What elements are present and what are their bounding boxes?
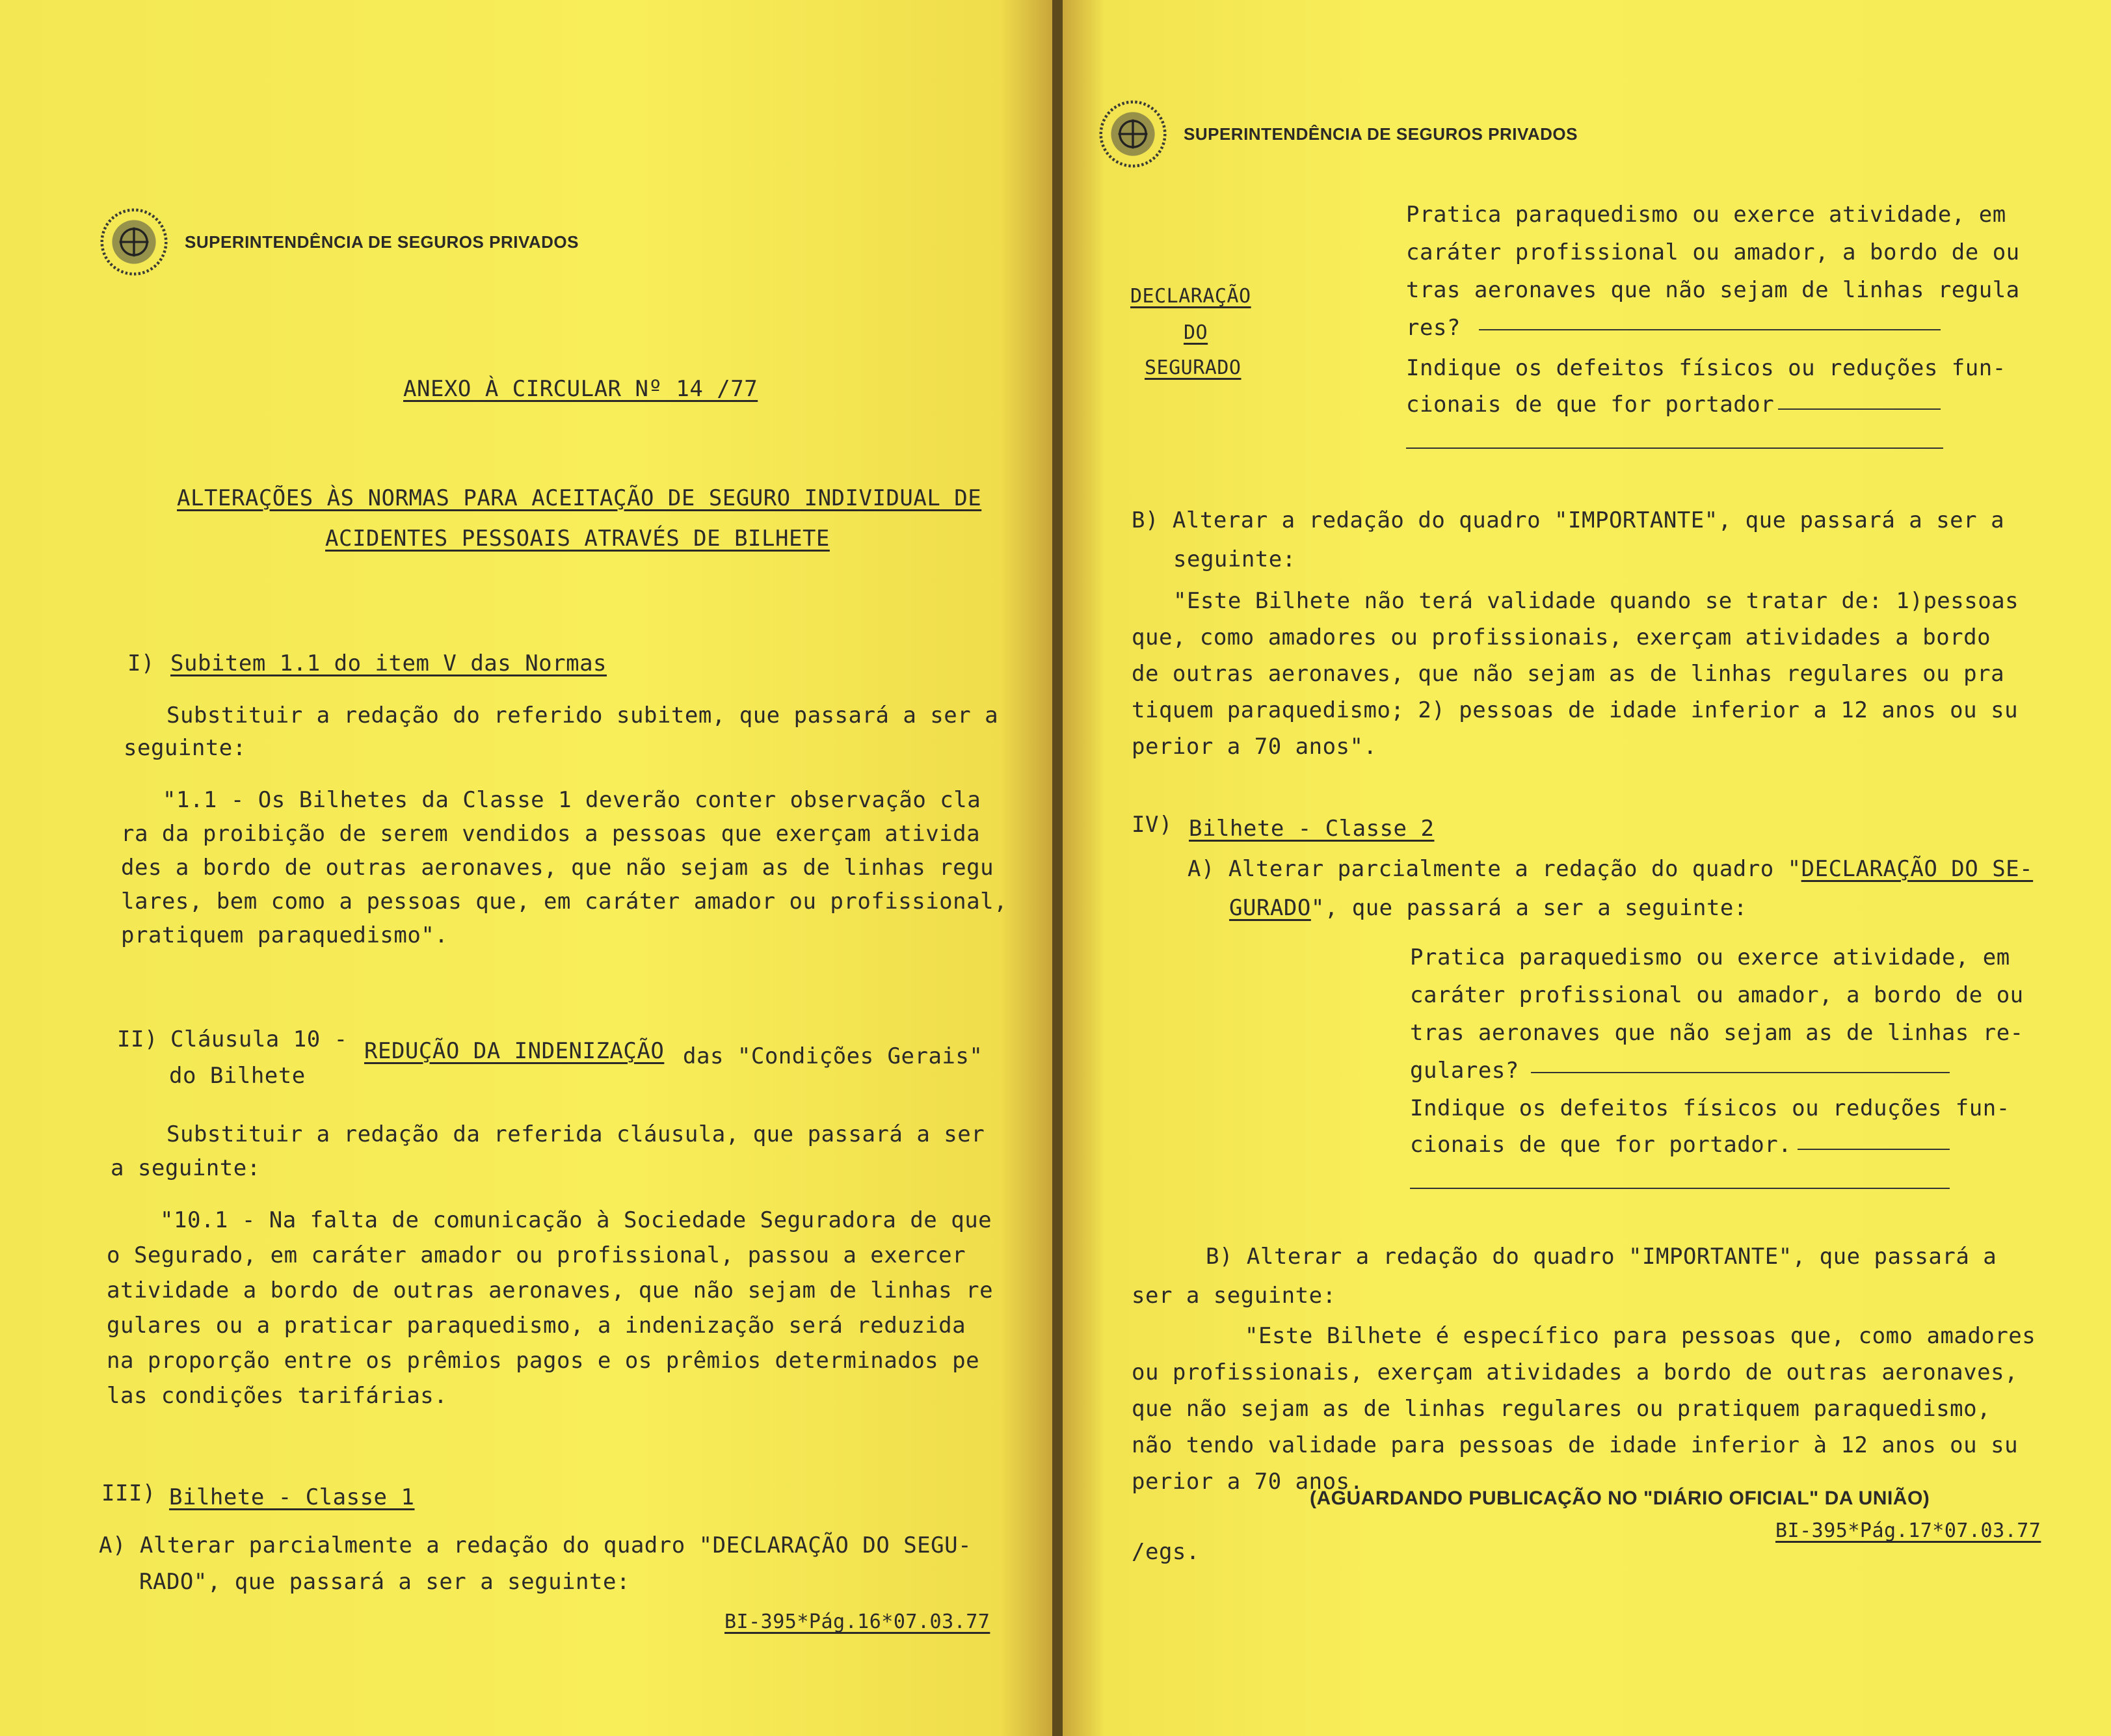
brazil-seal-icon [98,206,170,278]
importante2-quote-line: "Este Bilhete é específico para pessoas que, como amadores [1245,1323,2036,1349]
section1-quote-line: pratiquem paraquedismo". [121,922,449,948]
importante2-quote-line: não tendo validade para pessoas de idade inferior à 12 anos ou su [1132,1432,2019,1458]
section1-quote-line: ra da proibição de serem vendidos a pessoas que exerçam ativida [121,821,981,847]
answer-line [1406,447,1943,449]
item-b-line: seguinte: [1173,546,1296,572]
section1-quote-line: lares, bem como a pessoas que, em caráter amador ou profissional, [121,888,1008,915]
section4-item-a-text: A) Alterar parcialmente a redação do quadro " [1188,856,1801,882]
importante-quote-line: tiquem paraquedismo; 2) pessoas de idade inferior a 12 anos ou su [1132,697,2019,723]
brazil-seal-icon [1096,98,1169,170]
section2-clause-name: REDUÇÃO DA INDENIZAÇÃO [364,1038,665,1064]
declaration-label-line2: DO [1184,321,1208,344]
importante2-quote-line: ou profissionais, exerçam atividades a bordo de outras aeronaves, [1132,1359,2019,1385]
section2-quote-line: "10.1 - Na falta de comunicação à Sociedade Seguradora de que [160,1207,992,1233]
book-gutter [1052,0,1063,1736]
importante-quote-line: que, como amadores ou profissionais, exerçam atividades a bordo [1132,624,1991,650]
declaration-text-line: cionais de que for portador [1406,392,1775,418]
declaration-text-line: res? [1406,315,1461,341]
section1-paragraph-cont: seguinte: [124,735,246,761]
anexo-title: ANEXO À CIRCULAR Nº 14 /77 [403,376,758,402]
answer-line [1479,329,1941,330]
left-page [0,0,1052,1736]
typist-initials: /egs. [1132,1539,1200,1565]
declaration-text-line: caráter profissional ou amador, a bordo de ou [1406,239,2020,265]
header-text: SUPERINTENDÊNCIA DE SEGUROS PRIVADOS [185,232,579,252]
section4-quadro-name: DECLARAÇÃO DO SE- [1801,856,2034,882]
section2-quote-line: las condições tarifárias. [107,1383,448,1409]
section1-number: I) [127,650,155,676]
section2-paragraph-cont: a seguinte: [111,1155,261,1181]
section2-number: II) [117,1026,158,1052]
importante-quote-line: "Este Bilhete não terá validade quando se tratar de: 1)pessoas [1173,588,2019,614]
answer-line [1798,1149,1950,1150]
section4-title: Bilhete - Classe 2 [1189,816,1435,842]
section2-quote-line: atividade a bordo de outras aeronaves, que não sejam de linhas re [107,1277,994,1303]
section4-number: IV) [1132,812,1173,838]
doc-title-line2: ACIDENTES PESSOAIS ATRAVÉS DE BILHETE [325,526,830,552]
right-header [1096,98,1578,170]
doc-title-line1: ALTERAÇÕES ÀS NORMAS PARA ACEITAÇÃO DE SEGURO INDIVIDUAL DE [177,485,982,511]
declaration2-text-line: gulares? [1410,1058,1519,1084]
answer-line [1531,1072,1950,1073]
section4-item-b: B) Alterar a redação do quadro "IMPORTANTE", que passará a [1206,1244,1997,1270]
section2-clause: Cláusula 10 - [170,1026,348,1052]
section4-item-a-cont-text: ", que passará a ser a seguinte: [1310,895,1747,921]
section2-bilhete: do Bilhete [169,1063,306,1089]
declaration2-text-line: caráter profissional ou amador, a bordo de ou [1410,982,2024,1008]
page-footer: BI-395*Pág.16*07.03.77 [724,1610,990,1633]
section2-quote-line: na proporção entre os prêmios pagos e os prêmios determinados pe [107,1348,980,1374]
page-footer: BI-395*Pág.17*07.03.77 [1775,1519,2041,1542]
declaration-text-line: tras aeronaves que não sejam de linhas regula [1406,277,2020,303]
section4-item-a [1188,856,2033,882]
importante-quote-line: de outras aeronaves, que não sejam as de linhas regulares ou pra [1132,661,2005,687]
importante-quote-line: perior a 70 anos". [1132,734,1377,760]
section4-quadro-name-cont: GURADO [1229,895,1311,921]
section2-quote-line: gulares ou a praticar paraquedismo, a indenização será reduzida [107,1313,966,1339]
declaration-label-line1: DECLARAÇÃO [1130,285,1251,308]
right-page [1063,0,2111,1736]
importante2-quote-line: que não sejam as de linhas regulares ou pratiquem paraquedismo, [1132,1396,1991,1422]
left-header [98,206,579,278]
section1-quote-line: "1.1 - Os Bilhetes da Classe 1 deverão conter observação cla [163,787,981,813]
declaration-text-line: Indique os defeitos físicos ou reduções fun- [1406,355,2006,381]
section3-item-a: A) Alterar parcialmente a redação do quadro "DECLARAÇÃO DO SEGU- [99,1532,972,1558]
section1-quote-line: des a bordo de outras aeronaves, que não sejam as de linhas regu [121,855,994,881]
header-text: SUPERINTENDÊNCIA DE SEGUROS PRIVADOS [1184,124,1578,144]
declaration2-text-line: cionais de que for portador. [1410,1132,1792,1158]
item-b-line: B) Alterar a redação do quadro "IMPORTANTE", que passará a ser a [1132,507,2005,533]
answer-line [1778,408,1941,410]
section1-title: Subitem 1.1 do item V das Normas [170,650,607,676]
section2-quote-line: o Segurado, em caráter amador ou profissional, passou a exercer [107,1242,966,1268]
declaration2-text-line: tras aeronaves que não sejam as de linhas re- [1410,1020,2024,1046]
section3-number: III) [101,1480,156,1506]
publication-note: (AGUARDANDO PUBLICAÇÃO NO "DIÁRIO OFICIAL" DA UNIÃO) [1310,1488,1930,1509]
declaration-label-line3: SEGURADO [1145,356,1241,379]
section3-title: Bilhete - Classe 1 [169,1484,415,1510]
section4-item-b-cont: ser a seguinte: [1132,1283,1336,1309]
declaration-text-line: Pratica paraquedismo ou exerce atividade, em [1406,202,2006,228]
answer-line [1410,1188,1950,1189]
section2-conditions: das "Condições Gerais" [683,1043,983,1069]
section1-paragraph: Substituir a redação do referido subitem, que passará a ser a [166,702,999,728]
section3-item-a-cont: RADO", que passará a ser a seguinte: [139,1569,630,1595]
declaration2-text-line: Indique os defeitos físicos ou reduções fun- [1410,1095,2010,1121]
declaration2-text-line: Pratica paraquedismo ou exerce atividade, em [1410,944,2010,970]
section4-item-a-cont [1229,895,1747,921]
section2-paragraph: Substituir a redação da referida cláusula, que passará a ser [166,1121,985,1147]
importante2-quote-line: perior a 70 anos. [1132,1469,1364,1495]
